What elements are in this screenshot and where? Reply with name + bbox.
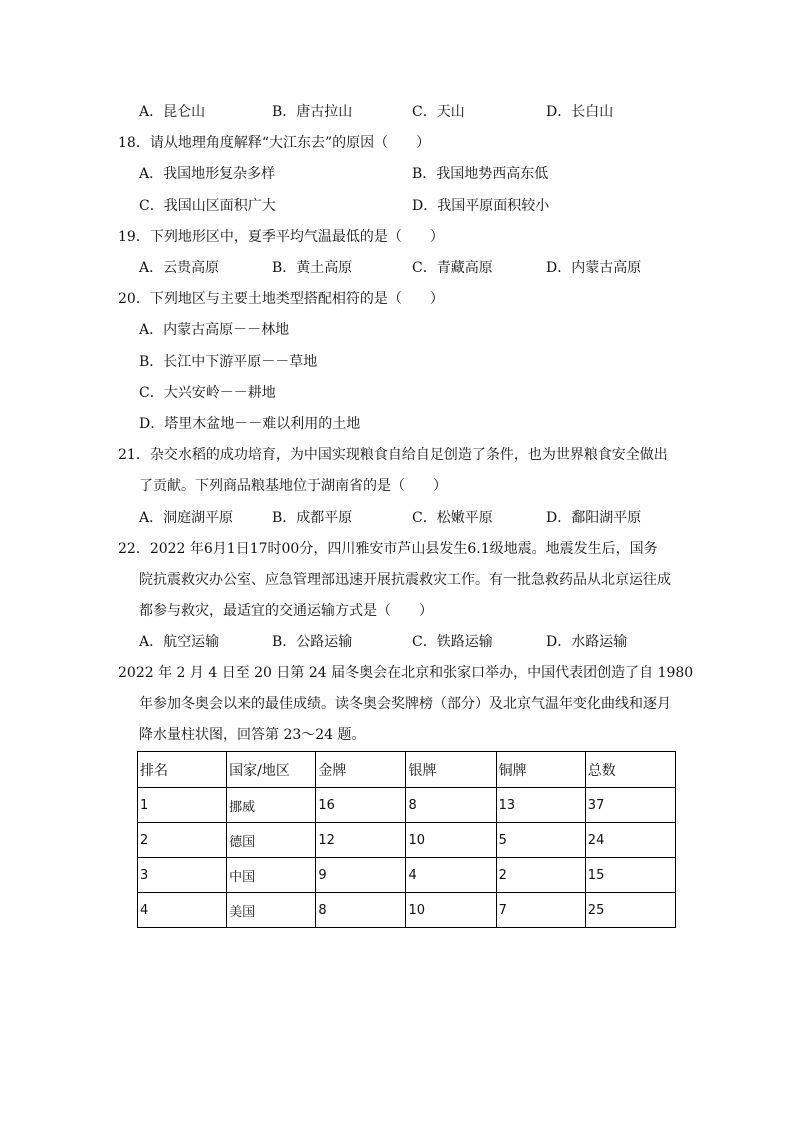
q19-option-a[interactable]: A．云贵高原 [139,260,220,276]
medal-table [137,751,676,928]
table-row [138,893,676,928]
cell-rank: 4 [138,893,227,928]
q21-stem-line-1: 21．杂交水稻的成功培育，为中国实现粮食自给自足创造了条件，也为世界粮食安全做出 [118,447,668,463]
header-gold: 金牌 [316,752,406,788]
table-row [138,823,676,858]
q21-option-b[interactable]: B．成都平原 [272,510,353,526]
q22-option-d[interactable]: D．水路运输 [546,634,628,650]
cell-gold: 16 [316,788,406,823]
q20-stem: 20．下列地区与主要土地类型搭配相符的是（ ） [118,291,444,307]
q20-option-b[interactable]: B．长江中下游平原－－草地 [139,354,318,370]
cell-gold: 9 [316,858,406,893]
cell-country: 挪威 [227,788,316,823]
cell-bronze: 7 [496,893,585,928]
cell-bronze: 5 [496,823,585,858]
header-country: 国家/地区 [227,752,316,788]
cell-silver: 10 [406,893,496,928]
q18-option-d[interactable]: D．我国平原面积较小 [412,198,550,214]
header-bronze: 铜牌 [496,752,585,788]
q18-option-b[interactable]: B．我国地势西高东低 [412,166,549,182]
header-total: 总数 [585,752,675,788]
q21-option-d[interactable]: D．鄱阳湖平原 [546,510,642,526]
q20-option-c[interactable]: C．大兴安岭－－耕地 [139,385,276,401]
q23-24-intro-line-1: 2022 年 2 月 4 日至 20 日第 24 届冬奥会在北京和张家口举办，中国代表团创造了自 1980 [118,665,694,681]
q22-option-c[interactable]: C．铁路运输 [412,634,493,650]
q21-stem-line-2: 了贡献。下列商品粮基地位于湖南省的是（ ） [139,478,447,494]
q22-option-a[interactable]: A．航空运输 [139,634,220,650]
q17-option-b[interactable]: B．唐古拉山 [272,104,353,120]
q19-stem: 19．下列地形区中，夏季平均气温最低的是（ ） [118,229,444,245]
q22-stem-line-1: 22．2022 年6月1日17时00分，四川雅安市芦山县发生6.1级地震。地震发生后，国务 [118,541,658,557]
cell-bronze: 2 [496,858,585,893]
q22-stem-line-2: 院抗震救灾办公室、应急管理部迅速开展抗震救灾工作。有一批急救药品从北京运往成 [139,572,671,588]
cell-bronze: 13 [496,788,585,823]
cell-total: 25 [585,893,675,928]
q17-option-d[interactable]: D．长白山 [546,104,614,120]
cell-gold: 12 [316,823,406,858]
table-row [138,788,676,823]
cell-rank: 1 [138,788,227,823]
cell-country: 中国 [227,858,316,893]
q23-24-intro-line-3: 降水量柱状图，回答第 23～24 题。 [139,727,366,743]
q20-option-a[interactable]: A．内蒙古高原－－林地 [139,322,290,338]
q17-option-c[interactable]: C．天山 [412,104,465,120]
cell-rank: 3 [138,858,227,893]
cell-silver: 4 [406,858,496,893]
q18-option-c[interactable]: C．我国山区面积广大 [139,198,276,214]
header-silver: 银牌 [406,752,496,788]
cell-total: 24 [585,823,675,858]
cell-rank: 2 [138,823,227,858]
q21-option-a[interactable]: A．洞庭湖平原 [139,510,234,526]
cell-gold: 8 [316,893,406,928]
header-rank: 排名 [138,752,227,788]
q21-option-c[interactable]: C．松嫩平原 [412,510,493,526]
cell-silver: 10 [406,823,496,858]
cell-silver: 8 [406,788,496,823]
q23-24-intro-line-2: 年参加冬奥会以来的最佳成绩。读冬奥会奖牌榜（部分）及北京气温年变化曲线和逐月 [139,696,671,712]
q18-option-a[interactable]: A．我国地形复杂多样 [139,166,276,182]
cell-country: 美国 [227,893,316,928]
cell-country: 德国 [227,823,316,858]
q19-option-b[interactable]: B．黄土高原 [272,260,353,276]
medal-table-header-row [138,752,676,788]
q22-option-b[interactable]: B．公路运输 [272,634,353,650]
q19-option-d[interactable]: D．内蒙古高原 [546,260,642,276]
cell-total: 37 [585,788,675,823]
cell-total: 15 [585,858,675,893]
q22-stem-line-3: 都参与救灾，最适宜的交通运输方式是（ ） [139,603,433,619]
q18-stem: 18．请从地理角度解释“大江东去”的原因（ ） [118,135,431,151]
q17-option-a[interactable]: A．昆仑山 [139,104,206,120]
table-row [138,858,676,893]
q20-option-d[interactable]: D．塔里木盆地－－难以利用的土地 [139,416,361,432]
q19-option-c[interactable]: C．青藏高原 [412,260,493,276]
